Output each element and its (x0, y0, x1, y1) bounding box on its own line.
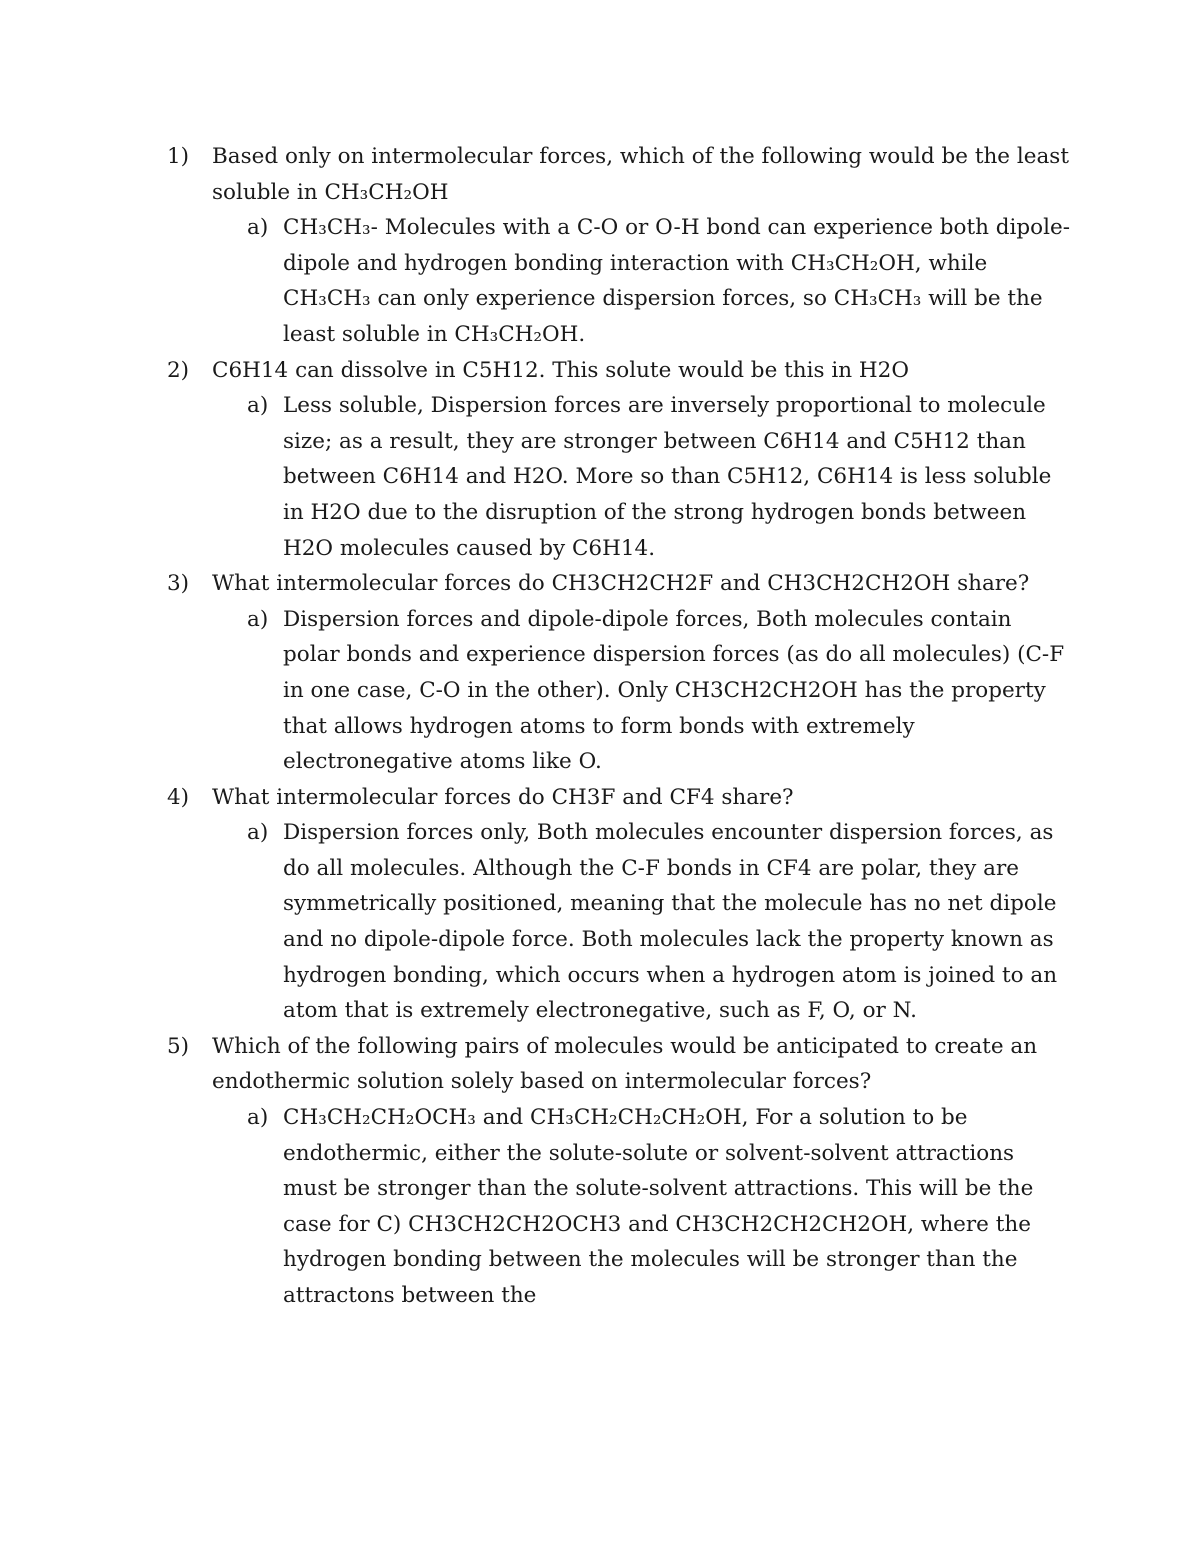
question-text: Which of the following pairs of molecules would be anticipated to create an endothermic solution solely based on intermolecular forces? (212, 1033, 1038, 1095)
answer-1 (247, 210, 1073, 352)
question-4 (167, 780, 1072, 816)
question-number: 1) (167, 144, 190, 169)
answer-3 (247, 602, 1073, 780)
answer-4 (247, 815, 1073, 1029)
question-5 (167, 1029, 1072, 1100)
answer-letter: a) (247, 1105, 269, 1131)
question-text: What intermolecular forces do CH3CH2CH2F and CH3CH2CH2OH share? (212, 571, 1030, 597)
answer-2 (247, 388, 1073, 566)
answer-5 (247, 1100, 1073, 1314)
question-number: 5) (167, 1033, 190, 1059)
question-number: 4) (167, 784, 190, 810)
question-1 (167, 139, 1072, 210)
question-number: 2) (167, 357, 190, 383)
answer-text: Dispersion forces only, Both molecules encounter dispersion forces, as do all molecules. Although the C-F bonds in CF4 are polar, they are symmetrically positioned, meaning that the molecule has no net dipole and no dipole-dipole force. Both molecules lack the property known as hydrogen bonding, which occurs when a hydrogen atom is joined to an atom that is extremely electronegative, such as F, O, or N. (283, 820, 1058, 1024)
answer-text: Dispersion forces and dipole-dipole forces, Both molecules contain polar bonds and experience dispersion forces (as do all molecules) (C-F in one case, C-O in the other). Only CH3CH2CH2OH has the property that allows hydrogen atoms to form bonds with extremely electronegative atoms like O. (283, 606, 1065, 775)
answer-letter: a) (247, 820, 269, 846)
answer-text: CH₃CH₂CH₂OCH₃ and CH₃CH₂CH₂CH₂OH, For a solution to be endothermic, either the solute-solute or solvent-solvent attractions must be stronger than the solute-solvent attractions. This will be the case for C) CH3CH2CH2OCH3 and CH3CH2CH2CH2OH, where the hydrogen bonding between the molecules will be stronger than the attractons between the (283, 1105, 1034, 1308)
answer-letter: a) (247, 215, 269, 241)
question-text: Based only on intermolecular forces, which of the following would be the least soluble in CH₃CH₂OH (212, 144, 1069, 205)
question-3 (167, 566, 1072, 602)
answer-letter: a) (247, 606, 269, 632)
question-2 (167, 353, 1072, 389)
answer-letter: a) (247, 393, 269, 419)
answer-text: CH₃CH₃- Molecules with a C-O or O-H bond can experience both dipole-dipole and hydrogen bonding interaction with CH₃CH₂OH, while CH₃CH₃ can only experience dispersion forces, so CH₃CH₃ will be the least soluble in CH₃CH₂OH. (283, 215, 1070, 347)
question-number: 3) (167, 571, 190, 597)
question-text: What intermolecular forces do CH3F and CF4 share? (212, 784, 794, 810)
question-text: C6H14 can dissolve in C5H12. This solute would be this in H2O (212, 357, 909, 383)
answer-text: Less soluble, Dispersion forces are inversely proportional to molecule size; as a result, they are stronger between C6H14 and C5H12 than between C6H14 and H2O. More so than C5H12, C6H14 is less soluble in H2O due to the disruption of the strong hydrogen bonds between H2O molecules caused by C6H14. (283, 393, 1052, 561)
